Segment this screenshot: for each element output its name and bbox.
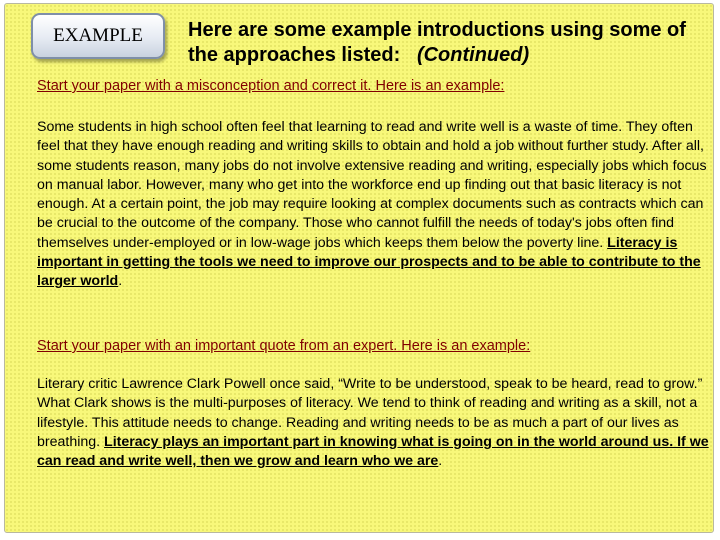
section1-highlight: Literacy is important in getting the tools we need to improve our prospects and to be able to contribute to the larger world <box>37 234 701 290</box>
section2-heading: Start your paper with an important quote from an expert. Here is an example: <box>37 338 531 354</box>
title-main: Here are some example introductions using some of the approaches listed: <box>188 19 686 66</box>
example-badge-label: EXAMPLE <box>53 25 143 46</box>
section1-paragraph <box>37 118 709 292</box>
section1-body: Some students in high school often feel that learning to read and write well is a waste of time. They often feel that they have enough reading and writing skills to obtain and hold a job without further study. After all, some students reason, many jobs do not involve extensive reading and writing, especially jobs which focus on manual labor. However, many who get into the workforce end up finding out that basic literacy is not enough. At a certain point, the job may require looking at complex documents such as contracts which can be crucial to the outcome of the company. Those who cannot fulfill the needs of today's jobs often find themselves under-employed or in low-wage jobs which keeps them below the poverty line. <box>37 119 707 251</box>
section2-end: . <box>438 453 443 470</box>
section2-highlight: Literacy plays an important part in knowing what is going on in the world around us. If we can read and write well, then we grow and learn who we are <box>37 433 709 470</box>
section1-heading: Start your paper with a misconception and correct it. Here is an example: <box>37 78 505 94</box>
section2-paragraph <box>37 375 709 471</box>
slide <box>4 3 714 533</box>
section1-end: . <box>118 273 123 290</box>
slide-title <box>188 18 688 68</box>
title-continued: (Continued) <box>416 44 530 66</box>
section2-body: Literary critic Lawrence Clark Powell once said, “Write to be understood, speak to be heard, read to grow.” What Clark shows is the multi-purposes of literacy. We tend to think of reading and writing as a skill, not a lifestyle. This attitude needs to change. Reading and writing needs to be as much a part of our lives as breathing. <box>37 376 703 450</box>
example-badge <box>31 13 165 59</box>
